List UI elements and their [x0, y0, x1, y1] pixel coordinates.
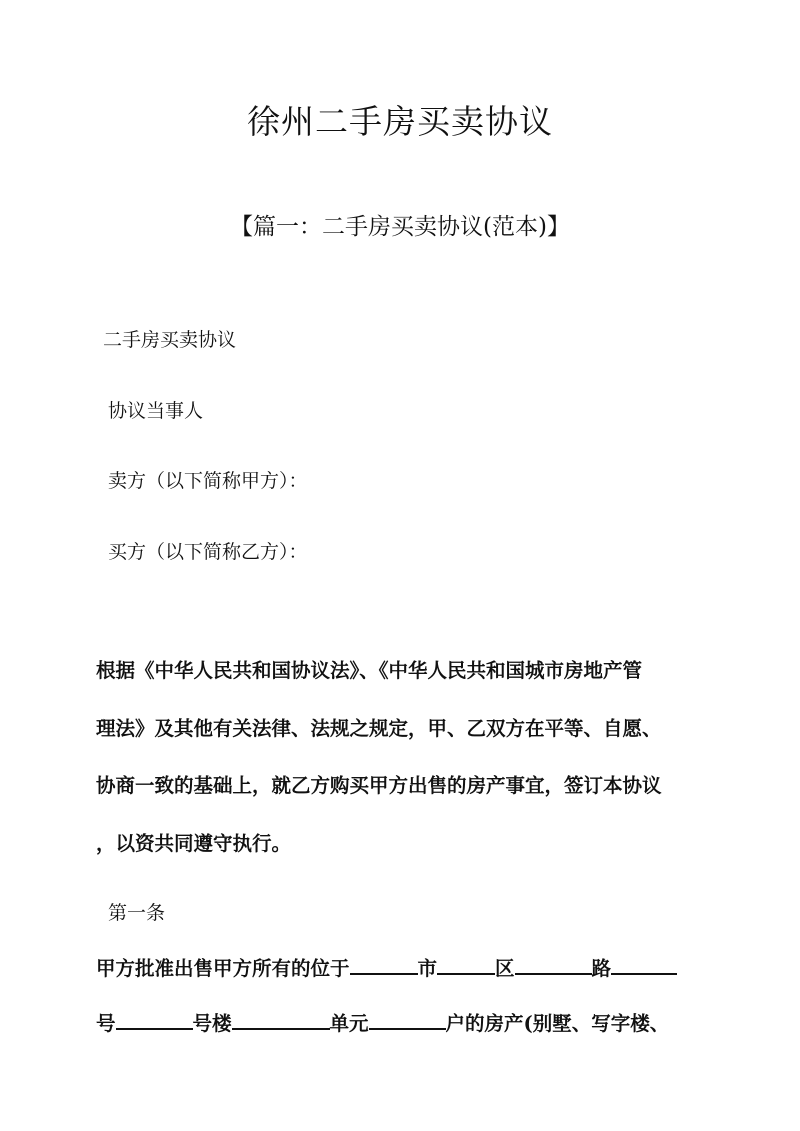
road-name-blank — [515, 955, 592, 975]
property-type-text: 户的房产(别墅、写字楼、 — [445, 1012, 670, 1035]
article-one-line-2 — [96, 1008, 669, 1036]
location-prefix: 甲方批准出售甲方所有的位于 — [96, 957, 350, 980]
road-label: 路 — [591, 957, 612, 980]
city-blank — [350, 955, 418, 975]
article-one-line-1 — [96, 953, 677, 981]
district-label: 区 — [495, 957, 515, 980]
city-label: 市 — [417, 957, 438, 980]
room-blank — [369, 1010, 446, 1030]
road-number-blank — [611, 955, 677, 975]
number-label: 号 — [96, 1012, 116, 1035]
document-subtitle: 【篇一：二手房买卖协议(范本)】 — [230, 214, 570, 240]
article-one-heading: 第一条 — [108, 902, 166, 924]
preamble-line-2: 理法》及其他有关法律、法规之规定，甲、乙双方在平等、自愿、 — [96, 717, 662, 740]
preamble-line-4: ，以资共同遵守执行。 — [96, 832, 292, 855]
preamble-line-3: 协商一致的基础上，就乙方购买甲方出售的房产事宜，签订本协议 — [96, 774, 662, 797]
section-heading: 二手房买卖协议 — [103, 329, 237, 351]
unit-label: 单元 — [329, 1012, 369, 1035]
building-blank — [116, 1010, 193, 1030]
seller-label: 卖方（以下简称甲方）： — [108, 470, 308, 492]
document-title: 徐州二手房买卖协议 — [247, 102, 553, 141]
preamble-line-1: 根据《中华人民共和国协议法》、《中华人民共和国城市房地产管 — [96, 659, 643, 682]
building-label: 号楼 — [192, 1012, 232, 1035]
district-blank — [437, 955, 495, 975]
buyer-label: 买方（以下简称乙方）： — [108, 541, 308, 563]
parties-heading: 协议当事人 — [108, 400, 204, 422]
unit-blank — [232, 1010, 330, 1030]
